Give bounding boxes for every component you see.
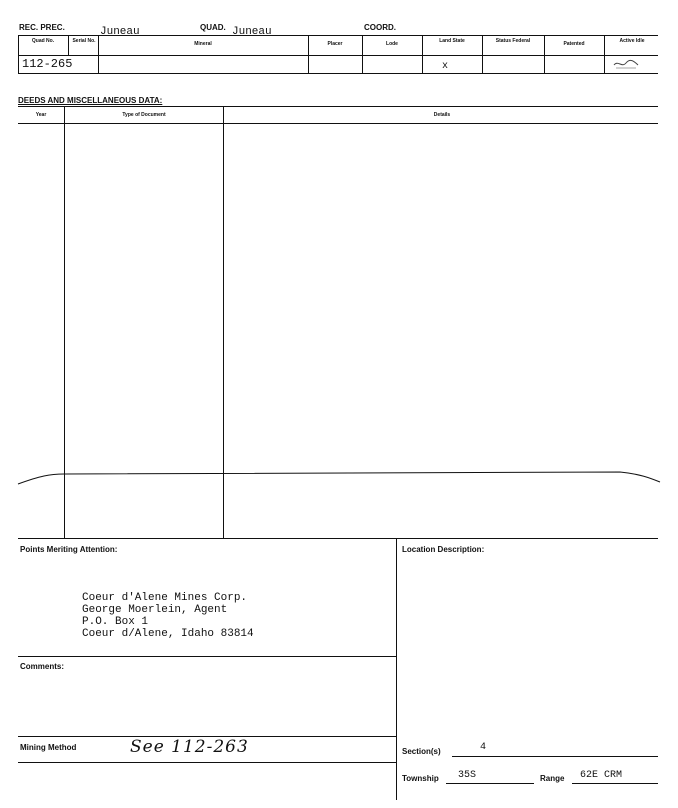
header-divider xyxy=(482,35,483,73)
address-line-city: Coeur d/Alene, Idaho 83814 xyxy=(82,628,254,640)
quad-value: Juneau xyxy=(232,26,272,38)
address-line-box: P.O. Box 1 xyxy=(82,616,149,628)
deeds-top-rule xyxy=(18,106,658,107)
col-patented: Patented xyxy=(563,41,585,47)
township-value: 35S xyxy=(458,770,477,781)
coord-label: COORD. xyxy=(364,23,396,32)
location-label: Location Description: xyxy=(402,545,485,554)
header-mid-rule xyxy=(18,55,658,56)
mining-bottom-rule xyxy=(18,762,396,763)
col-placer: Placer xyxy=(327,41,343,47)
quad-label: QUAD. xyxy=(200,23,226,32)
comments-label: Comments: xyxy=(20,662,65,671)
lower-top-rule xyxy=(18,538,658,539)
points-address xyxy=(82,592,254,640)
header-divider xyxy=(68,35,69,55)
range-underline xyxy=(572,783,658,784)
header-divider xyxy=(362,35,363,73)
mining-method-label: Mining Method xyxy=(20,743,77,752)
col-lode: Lode xyxy=(386,41,398,47)
col-land-state: Land State xyxy=(439,38,465,44)
col-quad-no: Quad No. xyxy=(31,38,55,44)
section-underline xyxy=(452,756,658,757)
mining-method-value: See 112-263 xyxy=(130,737,249,757)
header-top-rule xyxy=(18,35,658,36)
points-label: Points Meriting Attention: xyxy=(20,545,118,554)
deeds-title: DEEDS AND MISCELLANEOUS DATA: xyxy=(18,96,163,105)
active-idle-scribble-icon xyxy=(612,57,640,71)
deeds-col-details: Details xyxy=(433,112,451,118)
section-value: 4 xyxy=(480,742,487,753)
header-divider xyxy=(422,35,423,73)
col-active-idle: Active Idle xyxy=(619,38,645,44)
range-label: Range xyxy=(540,774,565,783)
deeds-col-type: Type of Document xyxy=(122,112,166,118)
record-land-state-mark: x xyxy=(442,61,449,72)
township-underline xyxy=(446,783,534,784)
header-divider xyxy=(308,35,309,73)
col-status-federal: Status Federal xyxy=(495,38,531,44)
rec-prec-label: REC. PREC. xyxy=(19,23,65,32)
rec-prec-value: Juneau xyxy=(100,26,140,38)
header-divider xyxy=(544,35,545,73)
lower-center-divider xyxy=(396,538,397,800)
comments-rule xyxy=(18,656,396,657)
address-line-company: Coeur d'Alene Mines Corp. xyxy=(82,592,248,604)
range-value: 62E CRM xyxy=(580,770,623,781)
record-quad-no: 112-265 xyxy=(22,57,73,71)
address-line-agent: George Moerlein, Agent xyxy=(82,604,228,616)
header-divider xyxy=(604,35,605,73)
col-serial-no: Serial No. xyxy=(72,38,96,44)
deeds-header-rule xyxy=(18,123,658,124)
deeds-col-year: Year xyxy=(35,112,47,118)
section-label: Section(s) xyxy=(402,747,441,756)
header-bottom-rule xyxy=(18,73,658,74)
page-fold-line xyxy=(0,462,678,488)
township-label: Township xyxy=(402,774,439,783)
col-mineral: Mineral xyxy=(194,41,212,47)
header-divider xyxy=(98,35,99,73)
header-left-border xyxy=(18,35,19,73)
